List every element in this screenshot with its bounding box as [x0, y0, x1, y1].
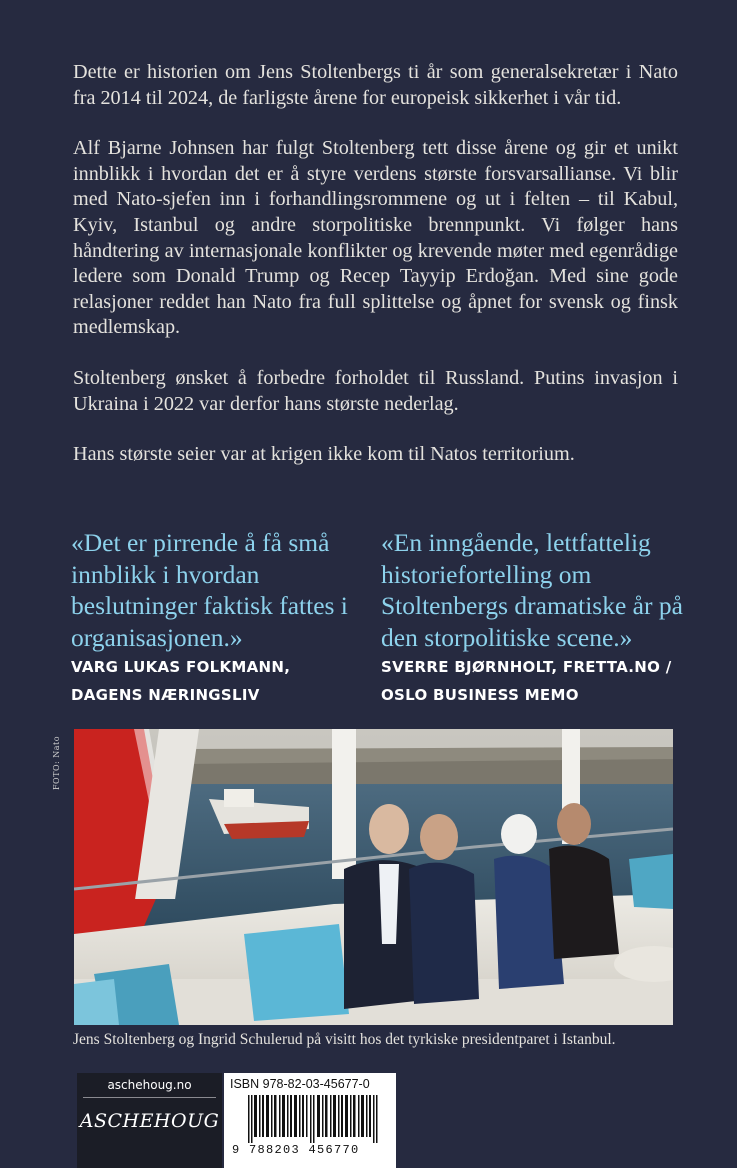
- barcode-digits: 9 788203 456770: [232, 1143, 360, 1157]
- review-source-line: OSLO BUSINESS MEMO: [381, 686, 579, 704]
- publisher-url: aschehoug.no: [107, 1078, 192, 1092]
- review-source-line: SVERRE BJØRNHOLT, FRETTA.NO /: [381, 658, 672, 676]
- publisher-logo: ASCHEHOUG: [79, 1110, 220, 1132]
- review-source-line: VARG LUKAS FOLKMANN,: [71, 658, 291, 676]
- review-quote-right: [381, 527, 701, 709]
- blurb-paragraph-1: Dette er historien om Jens Stoltenbergs ti år som generalsekretær i Nato fra 2014 til 2024, de farligste årene for europeisk sikkerhet i vår tid.: [73, 61, 678, 109]
- photo-caption: Jens Stoltenberg og Ingrid Schulerud på visitt hos det tyrkiske presidentparet i Istanbul.: [73, 1031, 616, 1048]
- blurb-text: [73, 60, 678, 493]
- review-quote-left: [71, 527, 371, 709]
- yacht-scene-photo: [74, 729, 673, 1025]
- photo-credit: FOTO: Nato: [52, 735, 61, 790]
- review-quote-right-text: «En inngående, lettfattelig historiefortelling om Stoltenbergs dramatiske år på den storpolitiske scene.»: [381, 528, 683, 652]
- review-source-line: DAGENS NÆRINGSLIV: [71, 686, 260, 704]
- review-quote-left-text: «Det er pirrende å få små innblikk i hvordan beslutninger faktisk fattes i organisasjonen.»: [71, 528, 348, 652]
- publisher-box: [77, 1073, 222, 1168]
- barcode-icon: [248, 1095, 388, 1143]
- divider: [83, 1097, 216, 1098]
- isbn-barcode-box: [224, 1073, 396, 1168]
- blurb-paragraph-3: Stoltenberg ønsket å forbedre forholdet til Russland. Putins invasjon i Ukraina i 2022 var derfor hans største nederlag.: [73, 366, 678, 415]
- cover-photo: [74, 729, 673, 1025]
- review-quote-right-source: [381, 653, 701, 709]
- blurb-paragraph-4: Hans største seier var at krigen ikke kom til Natos territorium.: [73, 443, 575, 466]
- isbn-number: ISBN 978-82-03-45677-0: [230, 1077, 370, 1091]
- blurb-paragraph-2: Alf Bjarne Johnsen har fulgt Stoltenberg tett disse årene og gir et unikt innblikk i hvordan det er å styre verdens største forsvarsallianse. Vi blir med Nato-sjefen inn i forhandlingsrommene og ut i felten – til Kabul, Kyiv, Istanbul og andre storpolitiske brennpunkt. Vi følger hans håndtering av internasjonale konflikter og krevende møter med egenrådige ledere som Donald Trump og Recep Tayyip Erdoğan. Med sine gode relasjoner reddet han Nato fra full splittelse og åpnet for svensk og finsk medlemskap.: [73, 137, 678, 339]
- review-quote-left-source: [71, 653, 371, 709]
